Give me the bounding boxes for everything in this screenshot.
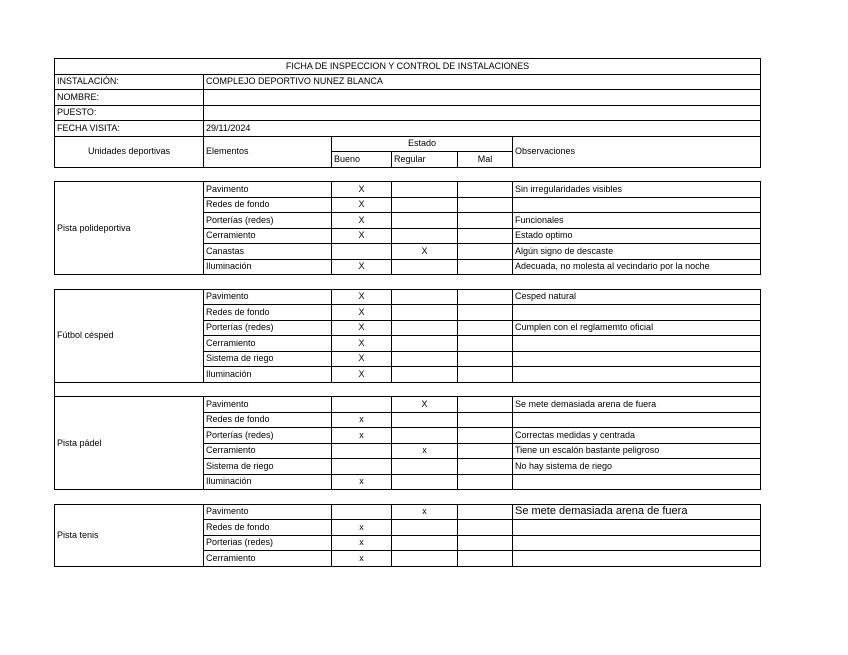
mal-cell[interactable] — [458, 197, 513, 213]
observaciones-cell[interactable]: Algún signo de descaste — [513, 244, 761, 260]
observaciones-cell[interactable] — [513, 351, 761, 367]
bueno-cell[interactable]: X — [332, 320, 392, 336]
bueno-cell[interactable]: x — [332, 551, 392, 567]
regular-cell[interactable] — [392, 305, 458, 321]
mal-cell[interactable] — [458, 367, 513, 383]
spacer-cell — [55, 382, 761, 397]
unit-name: Pista tenis — [55, 504, 204, 566]
bueno-cell[interactable]: x — [332, 520, 392, 536]
bueno-cell[interactable]: X — [332, 182, 392, 198]
mal-cell[interactable] — [458, 213, 513, 229]
regular-cell[interactable] — [392, 459, 458, 475]
inspection-sheet — [54, 58, 761, 567]
unit-name: Pista pádel — [55, 397, 204, 490]
elemento-cell: Iluminación — [204, 259, 332, 275]
unit-name: Fútbol césped — [55, 289, 204, 382]
regular-cell[interactable] — [392, 228, 458, 244]
elemento-cell: Redes de fondo — [204, 520, 332, 536]
observaciones-cell[interactable]: Correctas medidas y centrada — [513, 428, 761, 444]
bueno-cell[interactable]: X — [332, 289, 392, 305]
observaciones-cell[interactable] — [513, 197, 761, 213]
observaciones-cell[interactable] — [513, 551, 761, 567]
bueno-cell[interactable]: X — [332, 336, 392, 352]
table-row — [55, 182, 761, 198]
bueno-cell[interactable]: X — [332, 197, 392, 213]
regular-cell[interactable] — [392, 336, 458, 352]
puesto-label: PUESTO: — [55, 105, 204, 121]
regular-cell[interactable]: x — [392, 443, 458, 459]
bueno-cell[interactable]: X — [332, 259, 392, 275]
observaciones-cell[interactable] — [513, 367, 761, 383]
regular-cell[interactable] — [392, 351, 458, 367]
elemento-cell: Canastas — [204, 244, 332, 260]
spacer-row — [55, 275, 761, 290]
mal-cell[interactable] — [458, 474, 513, 490]
elemento-cell: Porterías (redes) — [204, 213, 332, 229]
elemento-cell: Cerramiento — [204, 443, 332, 459]
bueno-cell[interactable]: x — [332, 412, 392, 428]
elemento-cell: Redes de fondo — [204, 197, 332, 213]
bueno-cell[interactable]: x — [332, 428, 392, 444]
mal-cell[interactable] — [458, 336, 513, 352]
fecha-label: FECHA VISITA: — [55, 121, 204, 137]
observaciones-cell[interactable]: Estado optimo — [513, 228, 761, 244]
spacer-row — [55, 490, 761, 505]
regular-cell[interactable]: X — [392, 244, 458, 260]
regular-cell[interactable] — [392, 197, 458, 213]
elemento-cell: Pavimento — [204, 504, 332, 520]
elemento-cell: Porterías (redes) — [204, 320, 332, 336]
regular-cell[interactable] — [392, 412, 458, 428]
mal-cell[interactable] — [458, 535, 513, 551]
regular-cell[interactable] — [392, 551, 458, 567]
elemento-cell: Pavimento — [204, 182, 332, 198]
mal-cell[interactable] — [458, 520, 513, 536]
mal-cell[interactable] — [458, 351, 513, 367]
mal-cell[interactable] — [458, 305, 513, 321]
regular-cell[interactable] — [392, 520, 458, 536]
mal-cell[interactable] — [458, 289, 513, 305]
observaciones-cell[interactable]: Cumplen con el reglamemto oficial — [513, 320, 761, 336]
puesto-row — [55, 105, 761, 121]
observaciones-cell[interactable]: Se mete demasiada arena de fuera — [513, 504, 761, 520]
mal-cell[interactable] — [458, 320, 513, 336]
regular-cell[interactable] — [392, 428, 458, 444]
table-row — [55, 397, 761, 413]
observaciones-cell[interactable]: Tiene un escalón bastante peligroso — [513, 443, 761, 459]
observaciones-cell[interactable] — [513, 305, 761, 321]
elemento-cell: Cerramiento — [204, 336, 332, 352]
mal-cell[interactable] — [458, 182, 513, 198]
observaciones-cell[interactable]: Adecuada, no molesta al vecindario por la noche — [513, 259, 761, 275]
elemento-cell: Sistema de riego — [204, 351, 332, 367]
regular-cell[interactable]: x — [392, 504, 458, 520]
header-bueno: Bueno — [332, 152, 392, 168]
elemento-cell: Redes de fondo — [204, 412, 332, 428]
mal-cell[interactable] — [458, 428, 513, 444]
sheet-title: FICHA DE INSPECCION Y CONTROL DE INSTALACIONES — [55, 59, 761, 75]
header-estado: Estado — [332, 136, 513, 152]
fecha-row — [55, 121, 761, 137]
bueno-cell[interactable]: X — [332, 367, 392, 383]
title-row — [55, 59, 761, 75]
regular-cell[interactable] — [392, 259, 458, 275]
elemento-cell: Cerramiento — [204, 228, 332, 244]
observaciones-cell[interactable]: No hay sistema de riego — [513, 459, 761, 475]
observaciones-cell[interactable]: Funcionales — [513, 213, 761, 229]
observaciones-cell[interactable] — [513, 336, 761, 352]
regular-cell[interactable] — [392, 367, 458, 383]
bueno-cell[interactable] — [332, 397, 392, 413]
fecha-value[interactable]: 29/11/2024 — [204, 121, 761, 137]
regular-cell[interactable]: X — [392, 397, 458, 413]
spacer-cell — [55, 490, 761, 505]
observaciones-cell[interactable]: Sin irregularidades visibles — [513, 182, 761, 198]
mal-cell[interactable] — [458, 244, 513, 260]
observaciones-cell[interactable]: Cesped natural — [513, 289, 761, 305]
mal-cell[interactable] — [458, 459, 513, 475]
header-observaciones: Observaciones — [513, 136, 761, 167]
instalacion-label: INSTALACIÓN: — [55, 74, 204, 90]
mal-cell[interactable] — [458, 504, 513, 520]
observaciones-cell[interactable] — [513, 535, 761, 551]
bueno-cell[interactable]: x — [332, 535, 392, 551]
observaciones-cell[interactable] — [513, 412, 761, 428]
elemento-cell: Iluminación — [204, 367, 332, 383]
spacer-cell — [55, 167, 761, 182]
elemento-cell: Porterías (redes) — [204, 428, 332, 444]
bueno-cell[interactable]: x — [332, 474, 392, 490]
nombre-row — [55, 90, 761, 106]
mal-cell[interactable] — [458, 551, 513, 567]
observaciones-cell[interactable] — [513, 520, 761, 536]
mal-cell[interactable] — [458, 412, 513, 428]
nombre-value[interactable] — [204, 90, 761, 106]
regular-cell[interactable] — [392, 535, 458, 551]
mal-cell[interactable] — [458, 397, 513, 413]
bueno-cell[interactable] — [332, 244, 392, 260]
spacer-row — [55, 382, 761, 397]
observaciones-cell[interactable] — [513, 474, 761, 490]
regular-cell[interactable] — [392, 182, 458, 198]
elemento-cell: Pavimento — [204, 289, 332, 305]
elemento-cell: Cerramiento — [204, 551, 332, 567]
elemento-cell: Redes de fondo — [204, 305, 332, 321]
observaciones-cell[interactable]: Se mete demasiada arena de fuera — [513, 397, 761, 413]
nombre-label: NOMBRE: — [55, 90, 204, 106]
instalacion-value[interactable]: COMPLEJO DEPORTIVO NUNEZ BLANCA — [204, 74, 761, 90]
regular-cell[interactable] — [392, 289, 458, 305]
header-unidades: Unidades deportivas — [55, 136, 204, 167]
header-mal: Mal — [458, 152, 513, 168]
elemento-cell: Sistema de riego — [204, 459, 332, 475]
bueno-cell[interactable] — [332, 443, 392, 459]
bueno-cell[interactable]: X — [332, 351, 392, 367]
bueno-cell[interactable] — [332, 504, 392, 520]
header-elementos: Elementos — [204, 136, 332, 167]
puesto-value[interactable] — [204, 105, 761, 121]
elemento-cell: Iluminación — [204, 474, 332, 490]
regular-cell[interactable] — [392, 213, 458, 229]
mal-cell[interactable] — [458, 443, 513, 459]
elemento-cell: Porterias (redes) — [204, 535, 332, 551]
header-row-1 — [55, 136, 761, 152]
instalacion-row — [55, 74, 761, 90]
bueno-cell[interactable] — [332, 459, 392, 475]
elemento-cell: Pavimento — [204, 397, 332, 413]
bueno-cell[interactable]: X — [332, 228, 392, 244]
bueno-cell[interactable]: X — [332, 213, 392, 229]
mal-cell[interactable] — [458, 228, 513, 244]
mal-cell[interactable] — [458, 259, 513, 275]
unit-name: Pista polideportiva — [55, 182, 204, 275]
table-row — [55, 504, 761, 520]
spacer-cell — [55, 275, 761, 290]
regular-cell[interactable] — [392, 320, 458, 336]
regular-cell[interactable] — [392, 474, 458, 490]
spacer-row — [55, 167, 761, 182]
bueno-cell[interactable]: X — [332, 305, 392, 321]
table-row — [55, 289, 761, 305]
header-regular: Regular — [392, 152, 458, 168]
